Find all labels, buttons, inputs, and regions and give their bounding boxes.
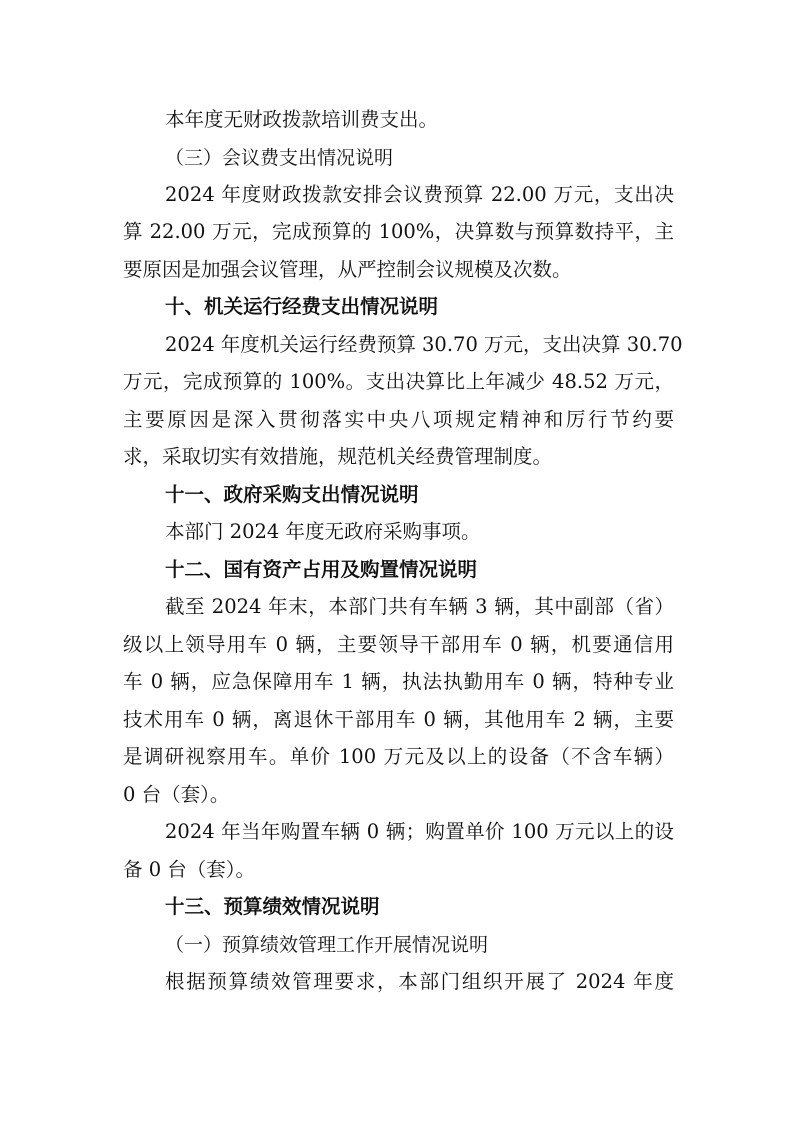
paragraph-line: 求，采取切实有效措施，规范机关经费管理制度。 xyxy=(123,445,553,468)
paragraph-line: 根据预算绩效管理要求，本部门组织开展了 2024 年度 xyxy=(165,970,674,993)
paragraph-line: 备 0 台（套）。 xyxy=(123,858,256,881)
paragraph-line: 2024 年当年购置车辆 0 辆；购置单价 100 万元以上的设 xyxy=(165,820,674,843)
subsection-heading-meeting-fees: （三）会议费支出情况说明 xyxy=(165,147,394,169)
paragraph-line: 0 台（套）。 xyxy=(123,783,230,806)
paragraph-line: 主要原因是深入贯彻落实中央八项规定精神和厉行节约要 xyxy=(123,408,674,431)
paragraph-line: 本部门 2024 年度无政府采购事项。 xyxy=(165,520,481,543)
paragraph-line: 是调研视察用车。单价 100 万元及以上的设备（不含车辆） xyxy=(123,745,674,768)
section-heading-10: 十、机关运行经费支出情况说明 xyxy=(165,295,439,318)
paragraph-line: 2024 年度机关运行经费预算 30.70 万元，支出决算 30.70 xyxy=(165,333,683,356)
paragraph-line: 2024 年度财政拨款安排会议费预算 22.00 万元，支出决 xyxy=(165,183,674,206)
paragraph-line: 级以上领导用车 0 辆，主要领导干部用车 0 辆，机要通信用 xyxy=(123,633,674,656)
section-heading-11: 十一、政府采购支出情况说明 xyxy=(165,483,419,506)
paragraph-line: 万元，完成预算的 100%。支出决算比上年减少 48.52 万元， xyxy=(123,370,674,393)
paragraph-line: 车 0 辆，应急保障用车 1 辆，执法执勤用车 0 辆，特种专业 xyxy=(123,670,674,693)
section-heading-13: 十三、预算绩效情况说明 xyxy=(165,895,380,918)
paragraph-line: 截至 2024 年末，本部门共有车辆 3 辆，其中副部（省） xyxy=(165,595,674,618)
paragraph-line: 要原因是加强会议管理，从严控制会议规模及次数。 xyxy=(123,258,572,281)
paragraph-line: 技术用车 0 辆，离退休干部用车 0 辆，其他用车 2 辆，主要 xyxy=(123,708,674,731)
paragraph-line: 算 22.00 万元，完成预算的 100%，决算数与预算数持平，主 xyxy=(123,220,674,243)
paragraph-line: 本年度无财政拨款培训费支出。 xyxy=(165,108,439,131)
subsection-heading-performance: （一）预算绩效管理工作开展情况说明 xyxy=(165,934,489,956)
section-heading-12: 十二、国有资产占用及购置情况说明 xyxy=(165,558,478,581)
